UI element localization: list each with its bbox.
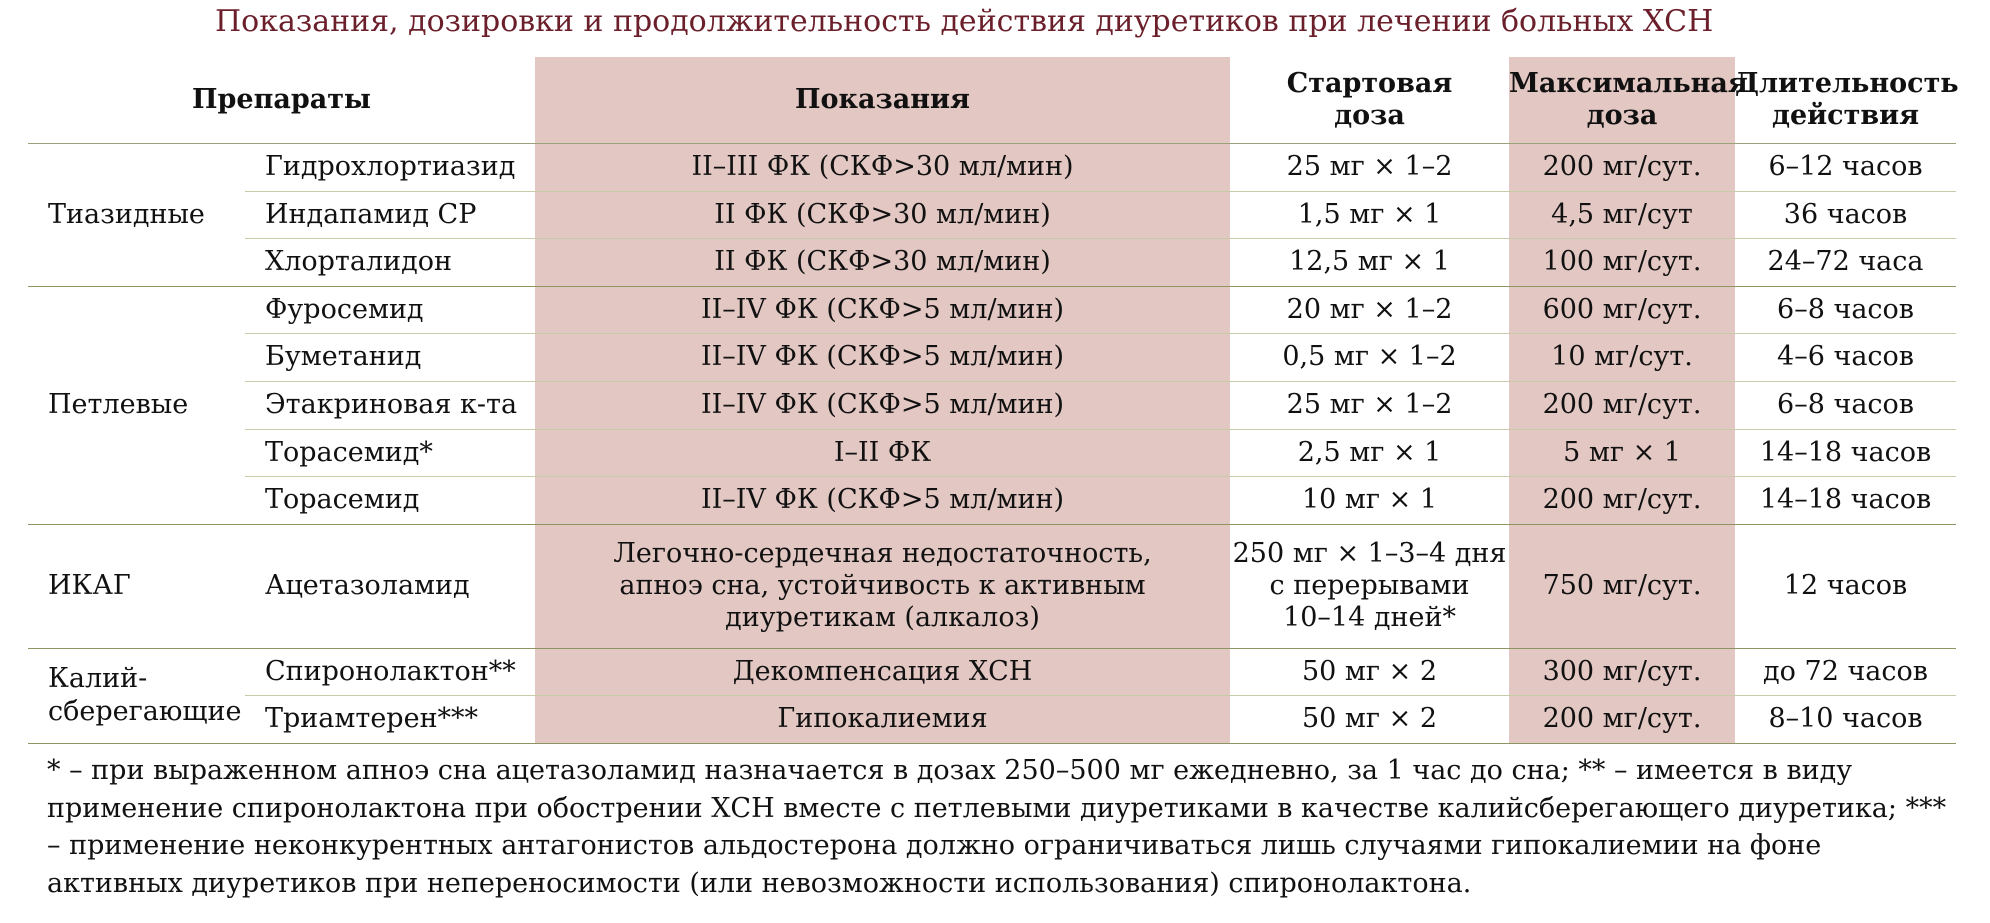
start-dose-line: с перерывами [1269,570,1470,602]
start-dose-line: 10–14 дней* [1283,602,1456,634]
table-row [28,239,1956,287]
drug-name: Торасемид* [245,429,535,477]
group-name-line2: сберегающие [48,695,242,727]
max-dose: 4,5 мг/сут [1509,191,1735,239]
duration: 6–8 часов [1735,381,1956,429]
header-duration-line1: Длительность [1735,67,1959,99]
max-dose: 200 мг/сут. [1509,696,1735,744]
group-loop: Петлевые [28,286,245,524]
duration: 6–8 часов [1735,286,1956,334]
header-max-dose-line2: доза [1586,100,1658,131]
max-dose: 100 мг/сут. [1509,239,1735,287]
table-row [28,696,1956,744]
max-dose: 300 мг/сут. [1509,648,1735,696]
start-dose: 2,5 мг × 1 [1230,429,1509,477]
duration: до 72 часов [1735,648,1956,696]
max-dose: 200 мг/сут. [1509,144,1735,192]
indication: II–IV ФК (СКФ>5 мл/мин) [535,477,1230,525]
indication: II–IV ФК (СКФ>5 мл/мин) [535,381,1230,429]
indication: II–IV ФК (СКФ>5 мл/мин) [535,334,1230,382]
max-dose: 200 мг/сут. [1509,381,1735,429]
group-thiazide: Тиазидные [28,144,245,287]
duration: 36 часов [1735,191,1956,239]
header-duration [1735,57,1959,144]
duration: 8–10 часов [1735,696,1956,744]
indication: Декомпенсация ХСН [535,648,1230,696]
drug-name: Торасемид [245,477,535,525]
header-drugs: Препараты [28,57,535,144]
max-dose: 5 мг × 1 [1509,429,1735,477]
duration: 24–72 часа [1735,239,1956,287]
max-dose: 10 мг/сут. [1509,334,1735,382]
start-dose: 50 мг × 2 [1230,696,1509,744]
indication: II ФК (СКФ>30 мл/мин) [535,239,1230,287]
duration: 12 часов [1735,524,1956,648]
table-row [28,648,1956,696]
group-potassium-sparing [28,648,245,743]
duration: 14–18 часов [1735,477,1956,525]
start-dose: 12,5 мг × 1 [1230,239,1509,287]
group-ikag: ИКАГ [28,524,245,648]
indication [535,524,1230,648]
header-start-dose-line1: Стартовая [1286,67,1453,99]
header-indications: Показания [535,57,1230,144]
table-row [28,334,1956,382]
start-dose: 0,5 мг × 1–2 [1230,334,1509,382]
duration: 4–6 часов [1735,334,1956,382]
indication: II–IV ФК (СКФ>5 мл/мин) [535,286,1230,334]
indication: Гипокалиемия [535,696,1230,744]
indication-line: диуретикам (алкалоз) [725,602,1040,634]
start-dose: 20 мг × 1–2 [1230,286,1509,334]
drug-name: Этакриновая к-та [245,381,535,429]
drug-name: Фуросемид [245,286,535,334]
indication: II ФК (СКФ>30 мл/мин) [535,191,1230,239]
max-dose: 600 мг/сут. [1509,286,1735,334]
start-dose: 25 мг × 1–2 [1230,144,1509,192]
indication-line: апноэ сна, устойчивость к активным [619,570,1146,602]
table-row [28,524,1956,648]
table-row [28,477,1956,525]
indication: II–III ФК (СКФ>30 мл/мин) [535,144,1230,192]
drug-name: Триамтерен*** [245,696,535,744]
drug-name: Спиронолактон** [245,648,535,696]
drug-name: Хлорталидон [245,239,535,287]
footnote: * – при выраженном апноэ сна ацетазоламид назначается в дозах 250–500 мг ежедневно, за 1 час до сна; ** – имеется в виду применение спиронолактона при обострении ХСН вместе с петлевыми диуретиками в качестве калийсберегающего диуретика; *** – применение неконкурентных антагонистов альдостерона должно ограничиваться лишь случаями гипокалиемии на фоне активных диуретиков при непереносимости (или невозможности использования) спиронолактона. [47,755,1947,899]
duration: 6–12 часов [1735,144,1956,192]
start-dose: 1,5 мг × 1 [1230,191,1509,239]
table-row [28,286,1956,334]
table-row [28,429,1956,477]
table-row [28,381,1956,429]
table-row [28,191,1956,239]
header-start-dose [1230,57,1509,144]
indication: I–II ФК [535,429,1230,477]
drug-name: Гидрохлортиазид [245,144,535,192]
table-row [28,144,1956,192]
duration: 14–18 часов [1735,429,1956,477]
header-duration-line2: действия [1771,100,1920,131]
start-dose-line: 250 мг × 1–3–4 дня [1232,537,1507,569]
drug-name: Индапамид СР [245,191,535,239]
header-max-dose-line1: Максимальная [1509,67,1748,99]
table-title: Показания, дозировки и продолжительность действия диуретиков при лечении больных ХСН [215,4,1714,39]
diuretics-table [28,57,1959,744]
start-dose: 10 мг × 1 [1230,477,1509,525]
drug-name: Буметанид [245,334,535,382]
start-dose: 50 мг × 2 [1230,648,1509,696]
start-dose: 25 мг × 1–2 [1230,381,1509,429]
group-name-line1: Калий- [48,663,148,695]
header-start-dose-line2: доза [1334,100,1405,131]
drug-name: Ацетазоламид [245,524,535,648]
start-dose [1230,524,1509,648]
max-dose: 750 мг/сут. [1509,524,1735,648]
header-row [28,57,1956,144]
indication-line: Легочно-сердечная недостаточность, [613,537,1152,569]
header-max-dose [1509,57,1748,144]
max-dose: 200 мг/сут. [1509,477,1735,525]
